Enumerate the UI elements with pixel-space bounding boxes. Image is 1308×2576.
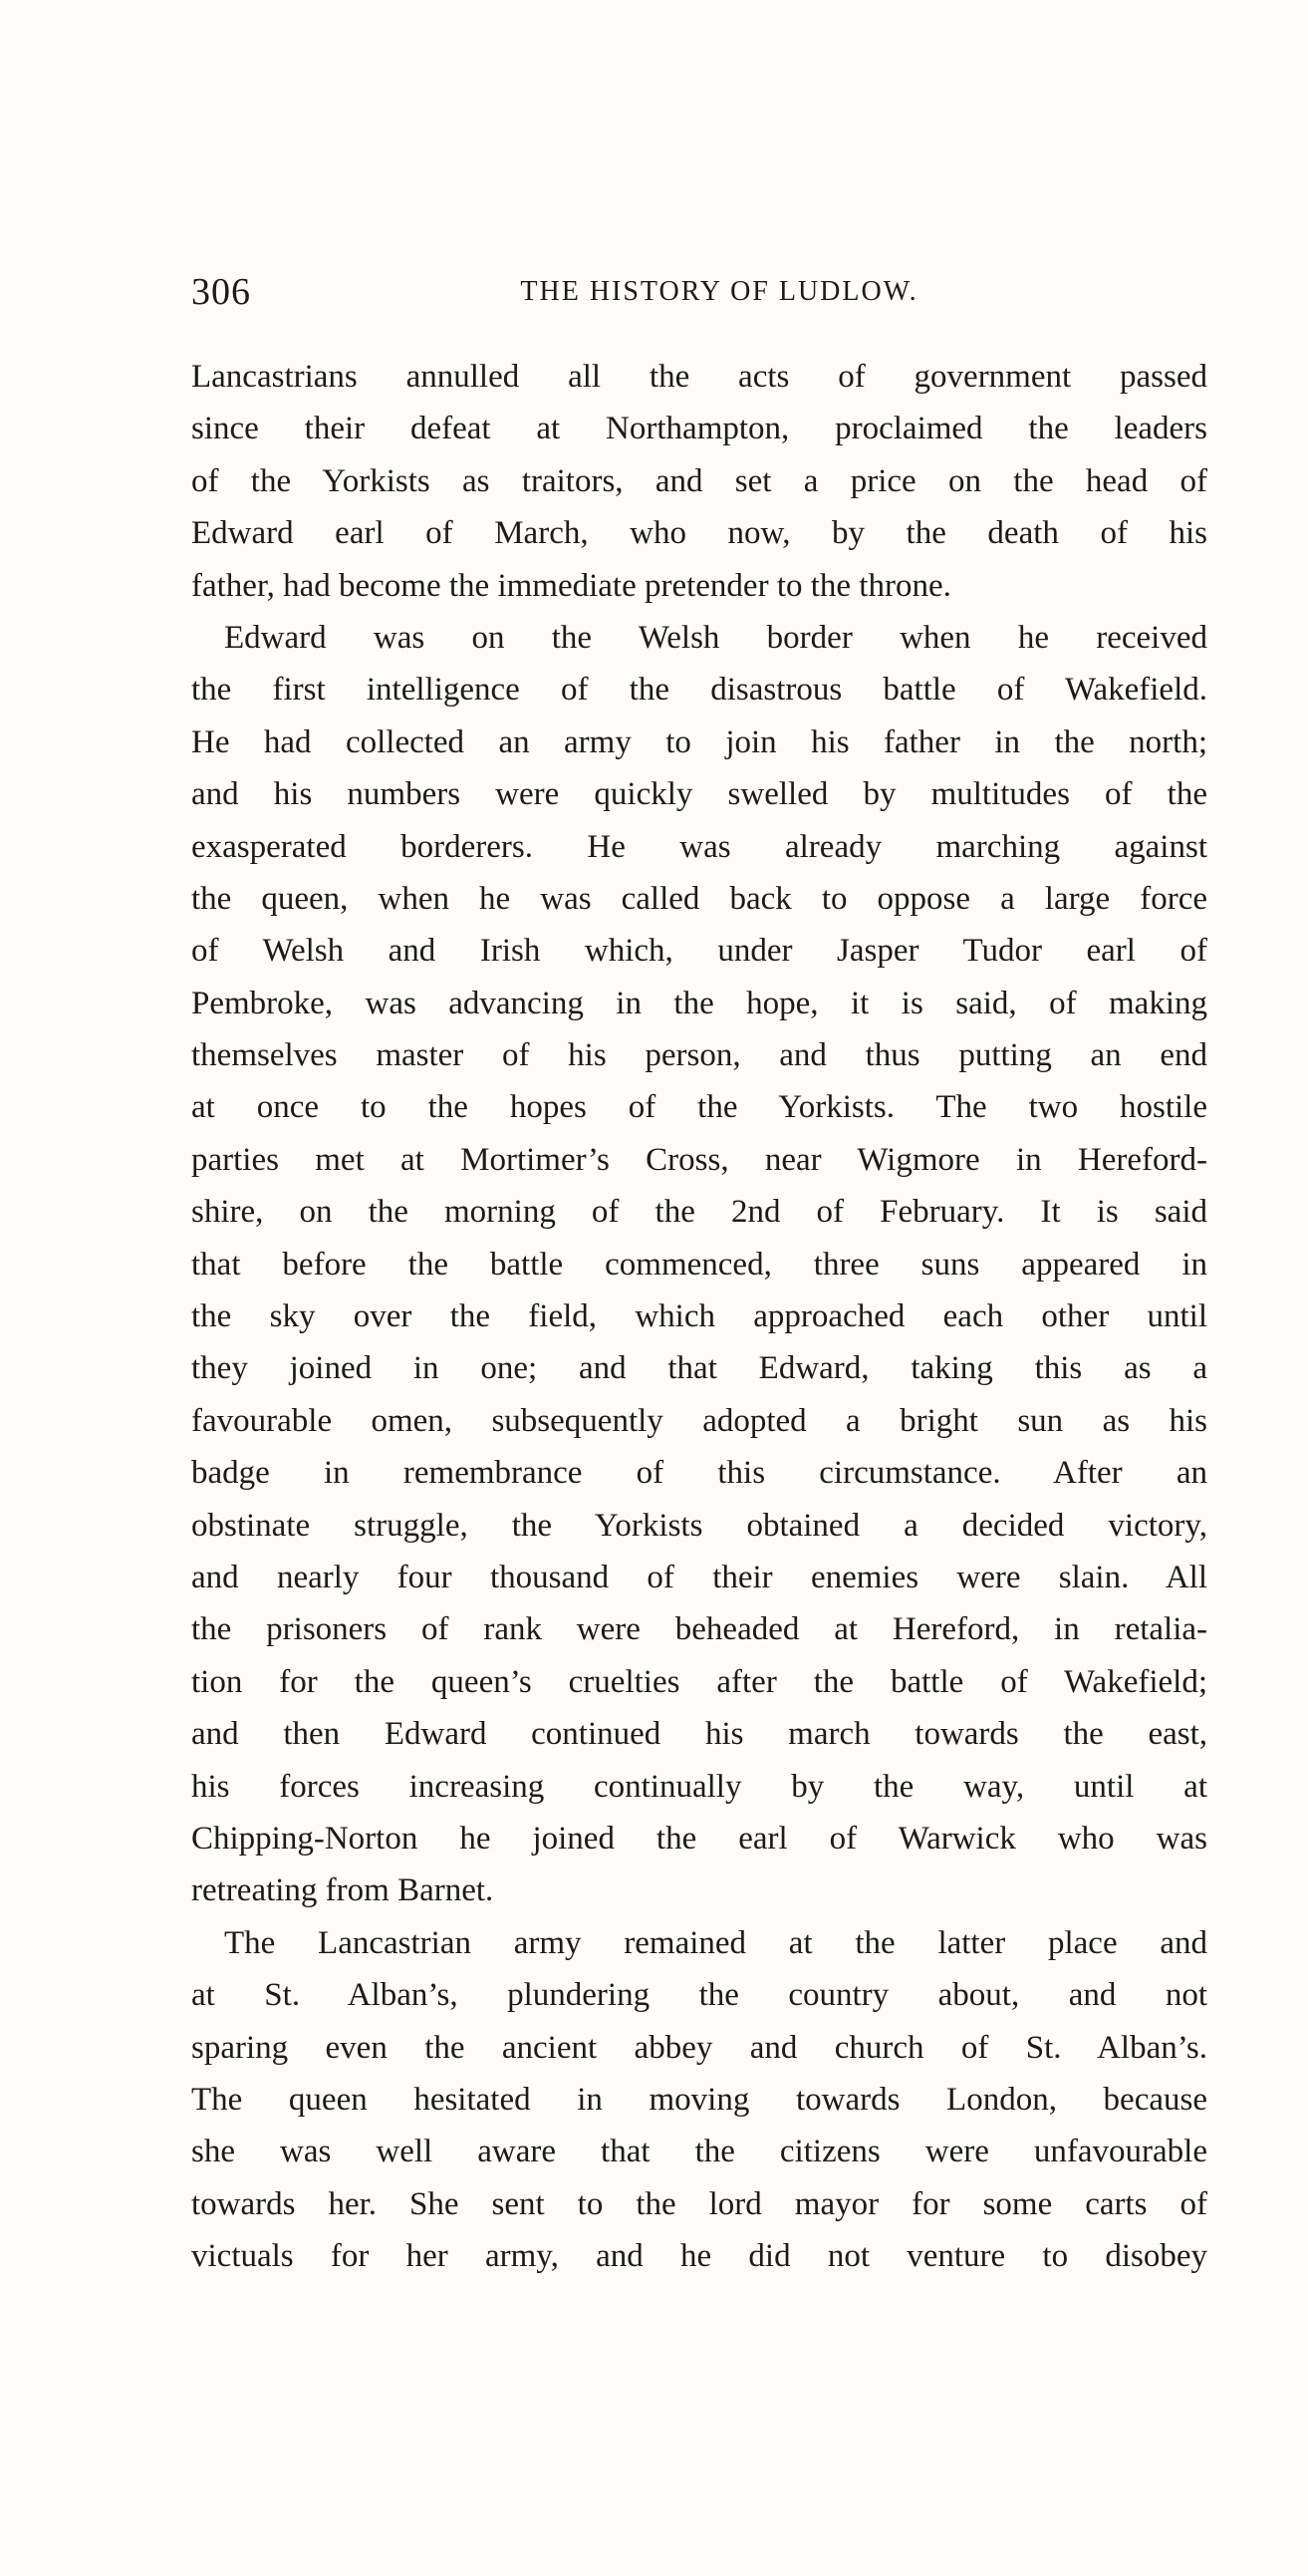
text-line: and then Edward continued his march towards the east, xyxy=(191,1716,1207,1753)
text-line: towards her. She sent to the lord mayor for some carts of xyxy=(191,2185,1207,2222)
text-line: of Welsh and Irish which, under Jasper Tudor earl of xyxy=(191,933,1207,970)
text-line: since their defeat at Northampton, proclaimed the leaders xyxy=(191,411,1207,447)
text-line: favourable omen, subsequently adopted a bright sun as his xyxy=(191,1402,1207,1439)
text-line: retreating from Barnet. xyxy=(191,1872,494,1909)
text-line: Edward earl of March, who now, by the death of his xyxy=(191,515,1207,552)
text-line: and nearly four thousand of their enemies were slain. All xyxy=(191,1559,1207,1595)
text-line: at once to the hopes of the Yorkists. The two hostile xyxy=(191,1089,1207,1126)
text-line: the sky over the field, which approached each other until xyxy=(191,1298,1207,1335)
text-line: themselves master of his person, and thus putting an end xyxy=(191,1037,1207,1074)
text-line: his forces increasing continually by the way, until at xyxy=(191,1768,1207,1805)
text-line: shire, on the morning of the 2nd of February. It is said xyxy=(191,1194,1207,1231)
text-line: He had collected an army to join his father in the north; xyxy=(191,723,1207,760)
text-line: Lancastrians annulled all the acts of government passed xyxy=(191,359,1207,395)
text-line: at St. Alban’s, plundering the country about, and not xyxy=(191,1977,1207,2014)
text-line: The queen hesitated in moving towards London, because xyxy=(191,2081,1207,2118)
text-line: tion for the queen’s cruelties after the battle of Wakefield; xyxy=(191,1663,1207,1700)
text-line: she was well aware that the citizens were unfavourable xyxy=(191,2134,1207,2170)
text-line: badge in remembrance of this circumstance. After an xyxy=(191,1455,1207,1492)
text-line: exasperated borderers. He was already marching against xyxy=(191,828,1207,865)
text-line: Pembroke, was advancing in the hope, it is said, of making xyxy=(191,985,1207,1021)
text-line: that before the battle commenced, three suns appeared in xyxy=(191,1246,1207,1283)
text-line: they joined in one; and that Edward, taking this as a xyxy=(191,1350,1207,1387)
text-line: sparing even the ancient abbey and church of St. Alban’s. xyxy=(191,2029,1207,2066)
running-title: THE HISTORY OF LUDLOW. xyxy=(520,276,918,307)
text-line: the queen, when he was called back to oppose a large force xyxy=(191,880,1207,917)
text-line: Chipping-Norton he joined the earl of Warwick who was xyxy=(191,1820,1207,1857)
text-line: parties met at Mortimer’s Cross, near Wigmore in Hereford- xyxy=(191,1141,1207,1178)
text-line: Edward was on the Welsh border when he received xyxy=(224,619,1207,656)
text-line: father, had become the immediate pretender to the throne. xyxy=(191,567,951,604)
text-line: the prisoners of rank were beheaded at Hereford, in retalia- xyxy=(191,1611,1207,1648)
body-text xyxy=(191,351,1207,2282)
text-line: and his numbers were quickly swelled by multitudes of the xyxy=(191,776,1207,813)
text-line: of the Yorkists as traitors, and set a price on the head of xyxy=(191,462,1207,499)
text-line: the first intelligence of the disastrous battle of Wakefield. xyxy=(191,672,1207,709)
text-line: victuals for her army, and he did not venture to disobey xyxy=(191,2238,1207,2275)
running-head xyxy=(191,267,1207,317)
page-number: 306 xyxy=(191,271,251,313)
text-line: obstinate struggle, the Yorkists obtained a decided victory, xyxy=(191,1507,1207,1544)
text-line: The Lancastrian army remained at the latter place and xyxy=(224,1924,1207,1961)
